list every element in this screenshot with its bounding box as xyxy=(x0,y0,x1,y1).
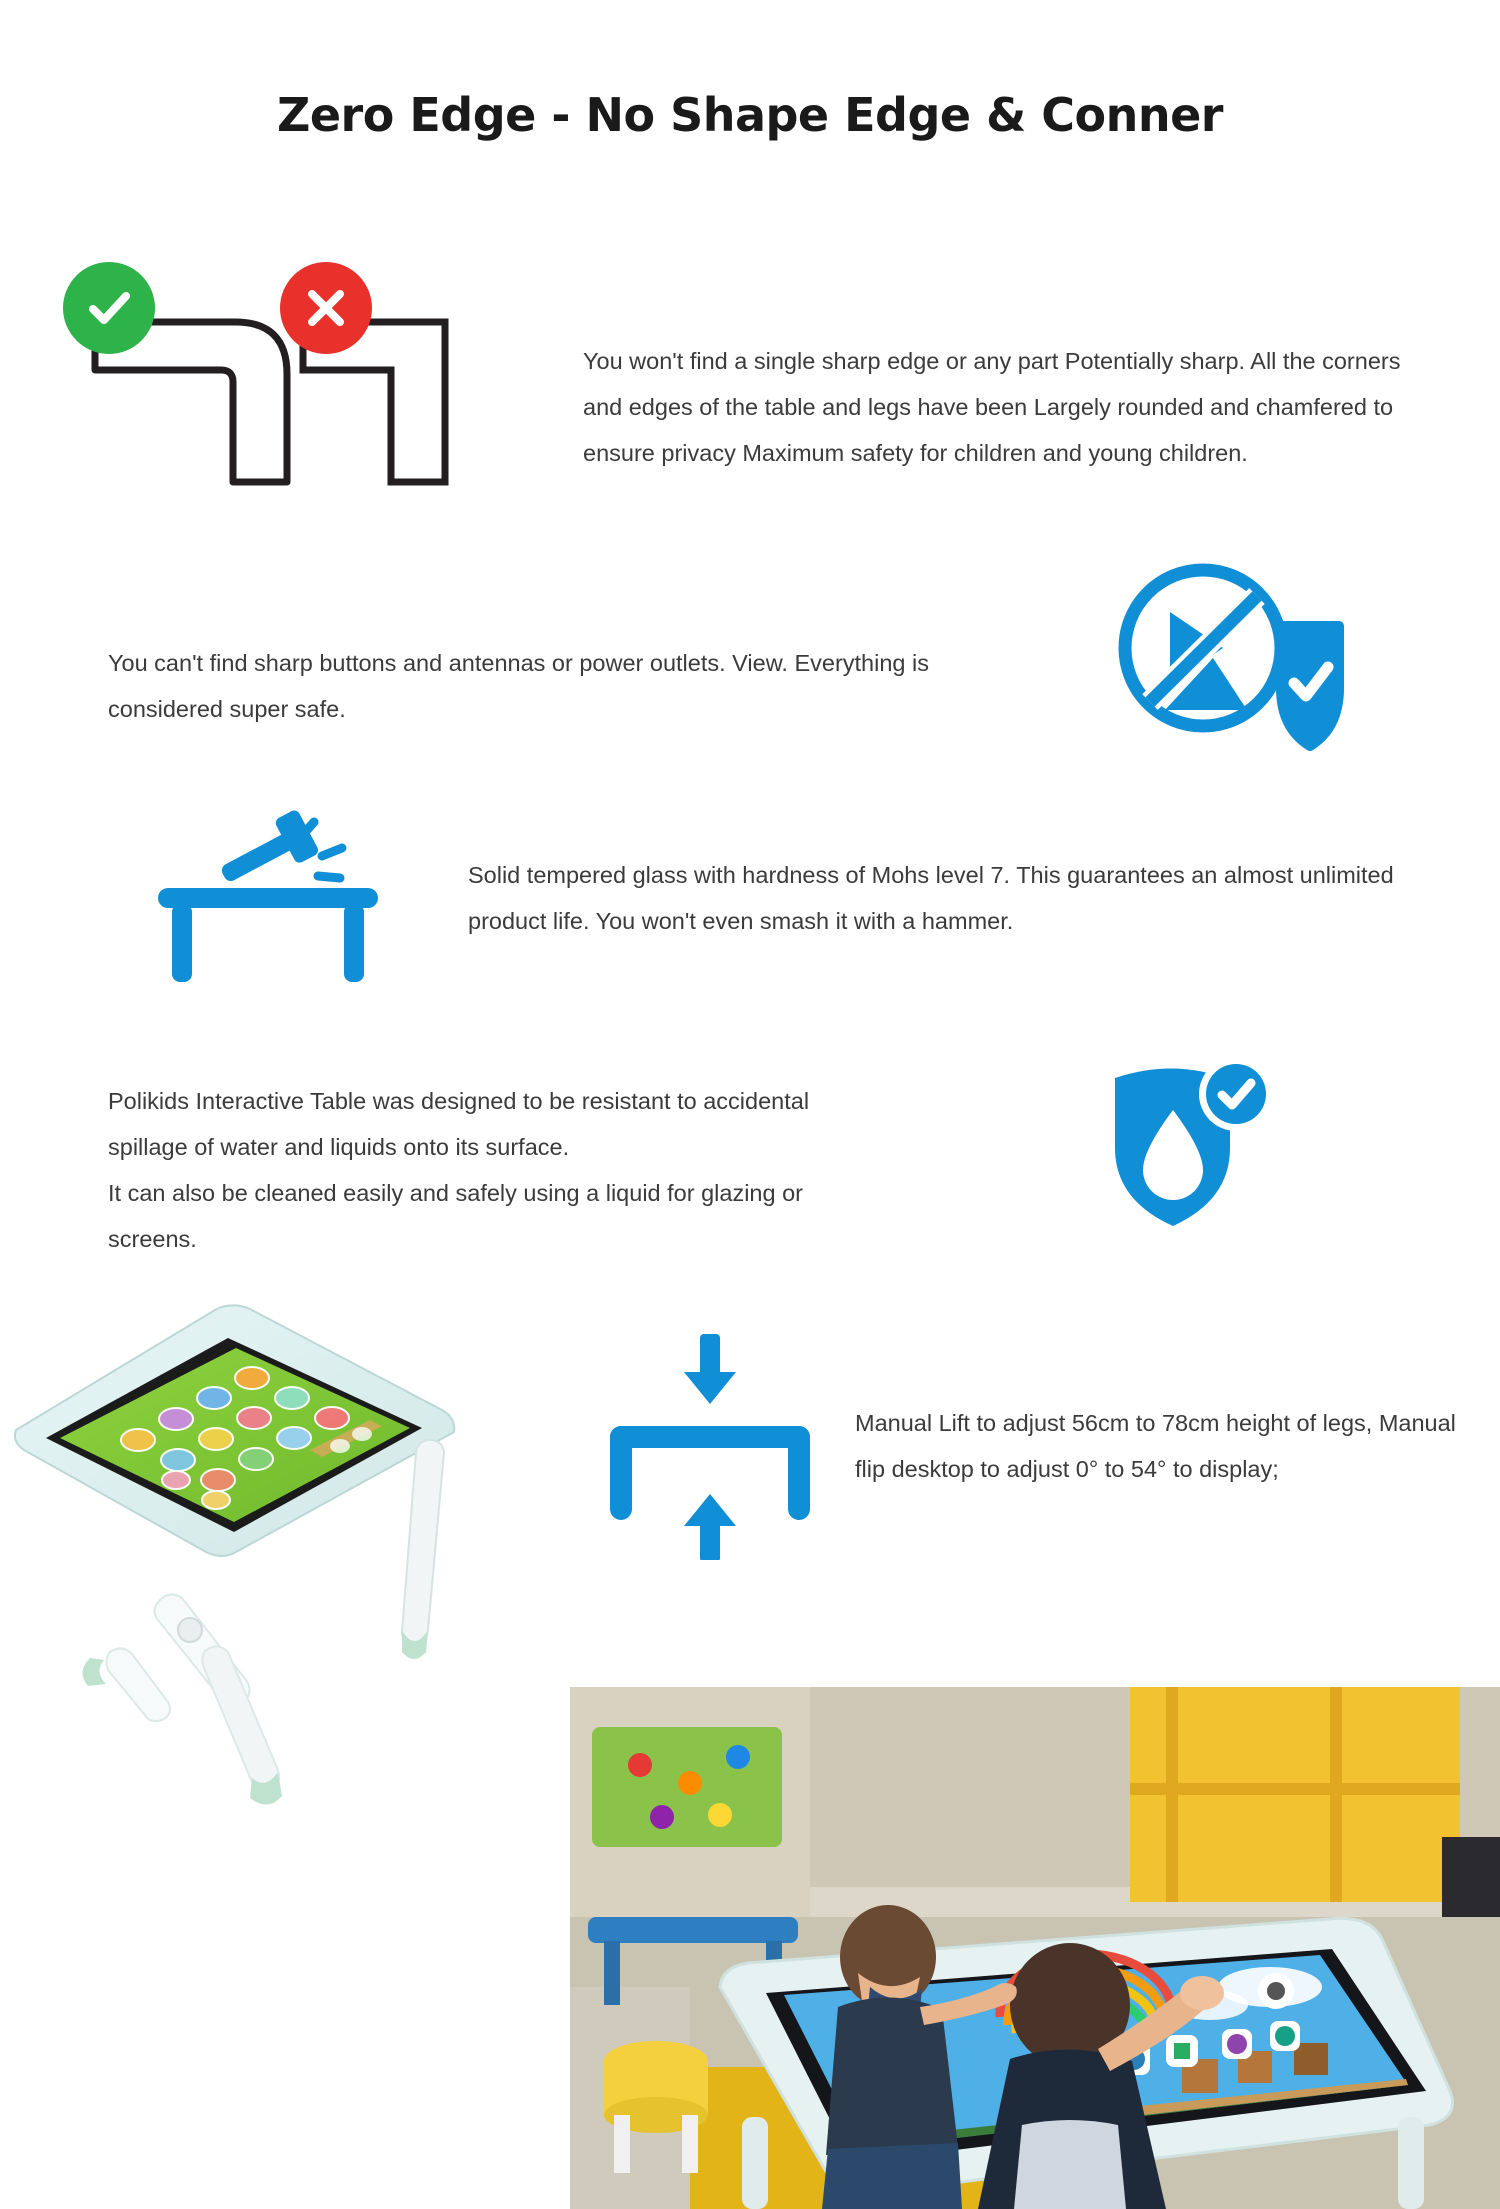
waterproof-line-4: screens. xyxy=(108,1226,197,1252)
no-sharp-buttons-description: You can't find sharp buttons and antennas or power outlets. View. Everything is considered super safe. xyxy=(108,650,929,722)
children-using-table-photo xyxy=(570,1687,1500,2209)
page-title: Zero Edge - No Shape Edge & Conner xyxy=(277,88,1223,142)
hammer-on-glass-icon xyxy=(150,808,400,993)
waterproof-description xyxy=(108,1078,988,1262)
check-circle-icon xyxy=(63,262,155,354)
waterproof-line-1: Polikids Interactive Table was designed to be resistant to accidental xyxy=(108,1088,810,1114)
waterproof-line-2: spillage of water and liquids onto its surface. xyxy=(108,1134,570,1160)
no-sharp-parts-shield-icon xyxy=(1095,560,1360,775)
zero-edge-description: You won't find a single sharp edge or any part Potentially sharp. All the corners and edges of the table and legs have been Largely rounded and chamfered to ensure privacy Maximum safety for children and young children. xyxy=(583,348,1401,466)
waterproof-line-3: It can also be cleaned easily and safely using a liquid for glazing or xyxy=(108,1180,803,1206)
height-adjust-icon xyxy=(600,1330,830,1560)
cross-circle-icon xyxy=(280,262,372,354)
zero-edge-illustration xyxy=(55,262,575,552)
table-render-image xyxy=(10,1300,610,2000)
manual-lift-description: Manual Lift to adjust 56cm to 78cm height of legs, Manual flip desktop to adjust 0° to 54° to display; xyxy=(855,1410,1456,1482)
tempered-glass-description: Solid tempered glass with hardness of Mohs level 7. This guarantees an almost unlimited product life. You won't even smash it with a hammer. xyxy=(468,862,1394,934)
waterproof-shield-icon xyxy=(1095,1050,1290,1235)
